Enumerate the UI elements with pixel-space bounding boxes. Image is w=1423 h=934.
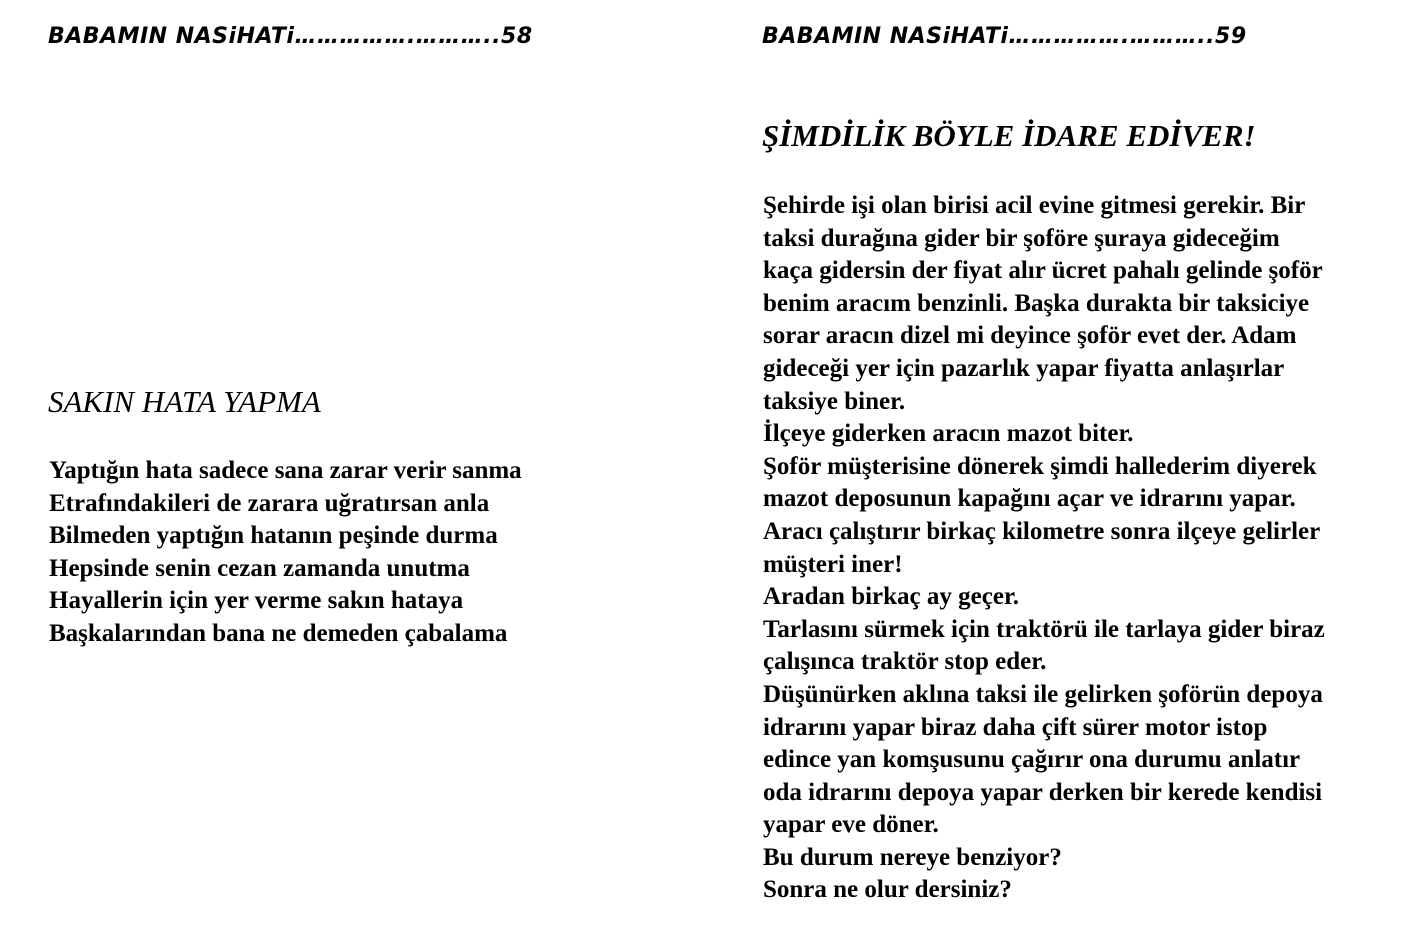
story-line: çalışınca traktör stop eder.	[763, 648, 1047, 676]
story-line: mazot deposunun kapağını açar ve idrarını yapar.	[763, 485, 1296, 513]
left-poem	[49, 455, 699, 651]
story-line: benim aracım benzinli. Başka durakta bir taksiciye	[763, 289, 1310, 317]
left-page-header: BABAMIN NASiHATi…………….………..58	[48, 24, 533, 49]
right-page-title: ŞİMDİLİK BÖYLE İDARE EDİVER!	[762, 118, 1256, 153]
story-line: Düşünürken aklına taksi ile gelirken şoförün depoya	[763, 680, 1323, 708]
story-line: müşteri iner!	[763, 550, 903, 578]
poem-line: Yaptığın hata sadece sana zarar verir sanma	[49, 457, 522, 484]
poem-line: Hepsinde senin cezan zamanda unutma	[49, 554, 470, 582]
story-line: oda idrarını depoya yapar derken bir kerede kendisi	[763, 778, 1323, 806]
story-line: edince yan komşusunu çağırır ona durumu anlatır	[763, 746, 1301, 774]
story-line: Tarlasını sürmek için traktörü ile tarlaya gider biraz	[763, 615, 1325, 643]
story-line: Aradan birkaç ay geçer.	[763, 583, 1019, 611]
poem-line: Hayallerin için yer verme sakın hataya	[49, 587, 464, 615]
right-page-header: BABAMIN NASiHATi…………….………..59	[762, 24, 1247, 49]
story-line: İlçeye giderken aracın mazot biter.	[763, 420, 1134, 448]
left-page-title: SAKIN HATA YAPMA	[48, 384, 321, 419]
story-line: idrarını yapar biraz daha çift sürer motor istop	[763, 713, 1268, 741]
story-line: kaça gidersin der fiyat alır ücret pahalı gelinde şoför	[763, 257, 1323, 285]
right-page	[712, 0, 1423, 934]
story-line: Aracı çalıştırır birkaç kilometre sonra ilçeye gelirler	[763, 517, 1321, 545]
poem-line: Bilmeden yaptığın hatanın peşinde durma	[49, 522, 498, 550]
story-line: Şoför müşterisine dönerek şimdi hallederim diyerek	[763, 452, 1317, 480]
story-line: Sonra ne olur dersiniz?	[763, 876, 1012, 904]
story-line: Şehirde işi olan birisi acil evine gitmesi gerekir. Bir	[763, 192, 1306, 219]
right-story	[763, 190, 1423, 907]
poem-line: Başkalarından bana ne demeden çabalama	[49, 619, 508, 647]
story-line: sorar aracın dizel mi deyince şoför evet der. Adam	[763, 322, 1297, 350]
story-line: taksiye biner.	[763, 387, 906, 415]
story-line: taksi durağına gider bir şoföre şuraya gideceğim	[763, 224, 1280, 252]
story-line: Bu durum nereye benziyor?	[763, 843, 1062, 871]
story-line: gideceği yer için pazarlık yapar fiyatta anlaşırlar	[763, 354, 1285, 382]
poem-line: Etrafındakileri de zarara uğratırsan anla	[49, 489, 490, 517]
story-line: yapar eve döner.	[763, 811, 939, 839]
